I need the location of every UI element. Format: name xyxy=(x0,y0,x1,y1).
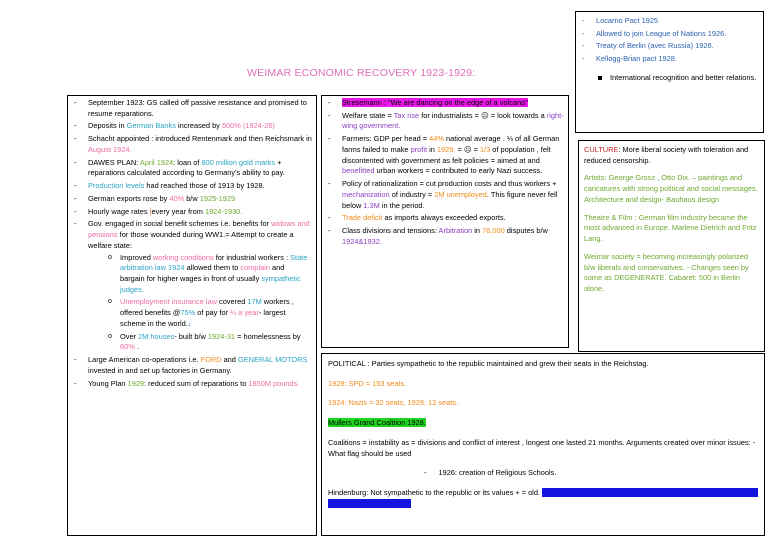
list-item: - DAWES PLAN: April 1924: loan of 800 million gold marks + reparations calculated according to Germany's ability to pay. xyxy=(72,158,312,179)
down-arrow-icon: ↓ xyxy=(187,318,192,328)
list-item: - Young Plan 1929: reduced sum of reparations to 1850M pounds. xyxy=(72,379,312,390)
list-item: - Farmers: GDP per head = 44% national average . ⅓ of all German farms failed to make profit in 1929. = ☹ = 1/3 of population , felt discontented with government as felt policies = aimed at and benefitted urban workers = contributed to early Nazi success. xyxy=(326,134,564,177)
sub-list-item: o Improved working conditions for industrial workers : State arbitration law 1924 allowed them to complain and bargain for higher wages in front of usually sympathetic judges. xyxy=(106,253,308,296)
list-item xyxy=(326,98,564,109)
list-item: - Production levels had reached those of 1913 by 1928. xyxy=(72,181,312,192)
foreign-item: - Allowed to join League of Nations 1926. xyxy=(580,29,759,40)
culture-society: Weimar society = becoming increasingly polarized b/w liberals and conservatives. - Changes seen by some as DEGENERATE. Cabaret: 500 in Berlin alone. xyxy=(584,251,749,294)
list-item: - September 1923: GS called off passive resistance and promised to resume reparations. xyxy=(72,98,312,119)
economy-box-left xyxy=(67,95,317,536)
culture-heading: CULTURE: More liberal society with toleration and reduced censorship. xyxy=(584,145,749,165)
list-item: - Schacht appointed : introduced Rentenmark and then Reichsmark in August 1924. xyxy=(72,134,312,155)
wage-up-arrow-icon: | xyxy=(149,206,152,216)
list-item: - German exports rose by 40% b/w 1925-1929 xyxy=(72,194,312,205)
list-item: - Class divisions and tensions: Arbitration in 76,000 disputes b/w 1924&1932. xyxy=(326,226,564,247)
sub-list-item: o Unemployment insurance law covered 17M workers , offered benefits @75% of pay for ¼ a year- largest scheme in the world.↓ xyxy=(106,297,308,329)
stresemann-quote: Stresemann : "We are dancing on the edge of a volcano" xyxy=(342,98,528,107)
political-nazis: 1924: Nazis = 32 seats, 1928: 12 seats. xyxy=(328,398,459,408)
political-intro: POLITICAL : Parties sympathetic to the republic maintained and grew their seats in the Reichstag. xyxy=(328,359,649,368)
list-item: - Gov. engaged in social benefit schemes i.e. benefits for widows and pensions for those wounded during WW1.= Attempt to create a welfare state: o Improved working conditions for industrial workers : State arbitration law 1924 allowed them to complain and bargain for higher wages in front of usually sympathetic judges. o Unemployment insurance law covered 17M workers , offered benefits @75% of pay for ¼ a year- largest scheme in the world.↓ o Over 2M houses- built b/w 1924-31 = homelessness by 60% . xyxy=(72,219,312,353)
page-title: WEIMAR ECONOMIC RECOVERY 1923-1929: xyxy=(247,67,476,79)
foreign-item: - Kellogg-Brian pact 1928. xyxy=(580,54,759,65)
economy-box-right xyxy=(321,95,569,348)
hindenburg-highlight: 1925-1934 - He refused to betray the republic , but he did not rally the people to its defense. xyxy=(328,488,758,508)
list-item: - Deposits in German Banks increased by 500% (1924-26) xyxy=(72,121,312,132)
mullers-coalition: Mullers Grand Coalition 1928. xyxy=(328,418,426,428)
foreign-subitem: International recognition and better relations. xyxy=(596,73,759,84)
sub-list-item: o Over 2M houses- built b/w 1924-31 = homelessness by 60% . xyxy=(106,332,308,353)
list-item: - Hourly wage rates |every year from 1924-1930. xyxy=(72,207,312,218)
political-box xyxy=(321,353,765,536)
culture-film: Theatre & Film : German film industry became the most advanced in Europe. Marlene Dietrich and Fritz Lang. xyxy=(584,212,757,244)
list-item: - Welfare state = Tax rise for industrialists = ☹ = look towards a right-wing government. xyxy=(326,111,564,132)
political-coalitions: Coalitions = instability as = divisions and conflict of interest , longest one lasted 21 months. Arguments created over minor issues: - What flag should be used xyxy=(328,437,756,458)
list-item: - Large American co-operations i.e. FORD and GENERAL MOTORS invested in and set up factories in Germany. xyxy=(72,355,312,376)
culture-artists: Artists: George Grosz , Otto Dix. – paintings and caricatures with strong political and social messages. Architecture and design- Bauhaus design xyxy=(584,173,758,204)
political-hindenburg: Hindenburg: Not sympathetic to the republic or its values + = old. 1925-1934 - He refused to betray the republic , but he did not rally the people to its defense. xyxy=(328,488,758,508)
culture-box xyxy=(578,140,765,352)
foreign-item: - Locarno Pact 1925 xyxy=(580,16,759,27)
political-spd: 1928: SPD = 153 seats. xyxy=(328,378,407,388)
list-item: - Policy of rationalization = cut production costs and thus workers + mechanization of industry = 2M unemployed. This figure never fell below 1.3M in the period. xyxy=(326,179,564,211)
list-item: - Trade deficit as imports always exceeded exports. xyxy=(326,213,564,224)
political-religious-schools: - 1926: creation of Religious Schools. xyxy=(424,468,557,478)
foreign-policy-box xyxy=(575,11,764,133)
foreign-item: - Treaty of Berlin (avec Russia) 1926. xyxy=(580,41,759,52)
